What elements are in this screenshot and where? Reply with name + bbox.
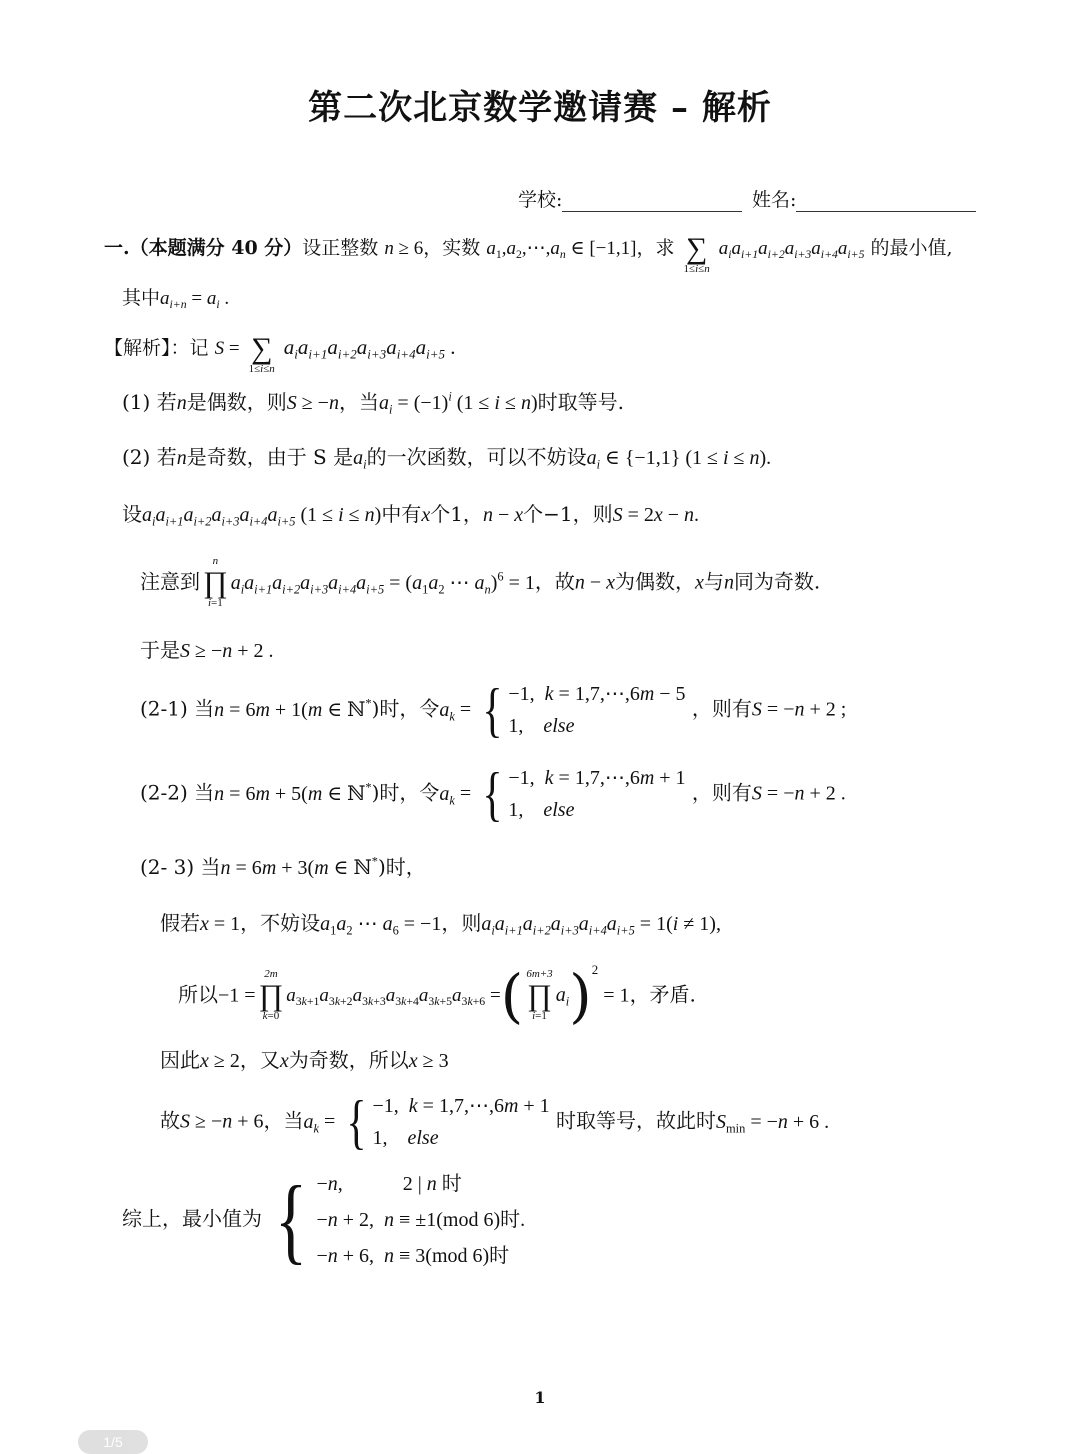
formula: $a_ia_{i+1}a_{i+2}a_{i+3}a_{i+4}a_{i+5}$ bbox=[718, 238, 865, 262]
formula: $a_1,a_2,\cdots,a_n$ ∈ [−1,1] bbox=[486, 238, 637, 262]
suppose-line: 假若x = 1，不妨设$a_1a_2$ ⋯ $a_6 = -1$，则$a_ia_{i+1}a_{i+2}a_{i+3}a_{i+4}a_{i+5} = 1(i \ne 1)$, bbox=[160, 911, 721, 938]
problem-statement: 一.（本题满分 40 分）设正整数 n ≥ 6，实数 $a_1,a_2,\cdots,a_n$ ∈ [−1,1]，求 ∑ 1≤i≤n $a_ia_{i+1}a_{i+2}a_{i+3}a_{i+4}a_{i+5}$ 的最小值, bbox=[104, 222, 953, 276]
pager-indicator: 1/5 bbox=[78, 1430, 148, 1454]
thus-line: 故S ≥ −n + 6，当$a_k$ = { −1, k = 1,7,⋯,6m + 1 1, else 时取等号，故此时$S_{min} = -n + 6$ . bbox=[160, 1089, 830, 1155]
summary: 综上，最小值为 { −n, 2 | n 时 −n + 2, n ≡ ±1(mod 6)时. −n + 6, n ≡ 3(mod 6)时 bbox=[122, 1166, 526, 1273]
case-2-2: (2-2) 当n = 6m + 5(m ∈ ℕ*)时，令$a_k$ = { −1, k = 1,7,⋯,6m + 1 1, else ，则有S = −n + 2 . bbox=[140, 761, 846, 827]
bound-line: 于是S ≥ −n + 2 . bbox=[140, 638, 274, 662]
page-number: 1 bbox=[534, 1388, 546, 1407]
sum-operator: ∑ 1≤i≤n bbox=[683, 232, 710, 275]
sum-operator: ∑ 1≤i≤n bbox=[248, 332, 275, 375]
notice-line: 注意到 n ∏ i=1 $a_ia_{i+1}a_{i+2}a_{i+3}a_{i+4}a_{i+5} = (a_1a_2$ ⋯ $a_n)^6 = 1$，故n − x为偶数，x与n同为奇数. bbox=[140, 555, 821, 609]
solution-intro: 【解析】：记 S = ∑ 1≤i≤n $a_ia_{i+1}a_{i+2}a_{i+3}a_{i+4}a_{i+5}$ . bbox=[104, 322, 456, 376]
formula: $a_ia_{i+1}a_{i+2}a_{i+3}a_{i+4}a_{i+5}$ . bbox=[283, 335, 456, 362]
formula: S = bbox=[214, 338, 240, 359]
formula: $a_{i+n} = a_i$ . bbox=[160, 288, 230, 312]
case-1: (1) 若n是偶数，则S ≥ −n，当$a_i = (-1)^i$ (1 ≤ i ≤ n)时取等号. bbox=[122, 389, 624, 417]
case-2: (2) 若n是奇数，由于 S 是$a_i$的一次函数，可以不妨设$a_i$ ∈ {−1,1} (1 ≤ i ≤ n). bbox=[122, 445, 772, 472]
product-operator: n ∏ i=1 bbox=[203, 555, 228, 609]
name-field bbox=[752, 185, 976, 212]
school-label: 学校: bbox=[518, 189, 563, 211]
page-title: 第二次北京数学邀请赛 – 解析 bbox=[308, 88, 772, 128]
count-line: 设$a_ia_{i+1}a_{i+2}a_{i+3}a_{i+4}a_{i+5}$ (1 ≤ i ≤ n)中有x个1，n − x个−1，则S = 2x − n. bbox=[122, 502, 700, 529]
piecewise-summary: { −n, 2 | n 时 −n + 2, n ≡ ±1(mod 6)时. −n + 6, n ≡ 3(mod 6)时 bbox=[275, 1166, 526, 1273]
problem-number: 一. bbox=[104, 237, 130, 259]
problem-score: （本题满分 40 分） bbox=[129, 237, 303, 259]
formula: n ≥ 6 bbox=[384, 238, 424, 259]
name-label: 姓名: bbox=[752, 189, 797, 211]
school-blank bbox=[562, 193, 742, 212]
piecewise: { −1, k = 1,7,⋯,6m + 1 1, else bbox=[346, 1089, 550, 1155]
piecewise: { −1, k = 1,7,⋯,6m − 5 1, else bbox=[481, 677, 686, 743]
problem-condition: 其中$a_{i+n} = a_i$ . bbox=[122, 287, 230, 312]
product-operator: 2m ∏ k=0 bbox=[258, 967, 284, 1022]
product-operator: 6m+3 ∏ i=1 bbox=[526, 967, 553, 1022]
contradiction-line: 所以−1 = 2m ∏ k=0 $a_{3k+1}a_{3k+2}a_{3k+3}a_{3k+4}a_{3k+5}a_{3k+6}$ =( 6m+3 ∏ i=1 $a_i)^2 = 1$，矛盾. bbox=[178, 961, 696, 1030]
case-2-3: (2- 3) 当n = 6m + 3(m ∈ ℕ*)时， bbox=[140, 854, 426, 879]
name-blank bbox=[796, 193, 976, 212]
hence-line: 因此x ≥ 2，又x为奇数，所以x ≥ 3 bbox=[160, 1048, 449, 1072]
case-2-1: (2-1) 当n = 6m + 1(m ∈ ℕ*)时，令$a_k$ = { −1, k = 1,7,⋯,6m − 5 1, else ，则有S = −n + 2 ; bbox=[140, 677, 847, 743]
solution-label: 【解析】 bbox=[104, 337, 171, 359]
school-field bbox=[518, 185, 742, 212]
piecewise: { −1, k = 1,7,⋯,6m + 1 1, else bbox=[481, 761, 686, 827]
